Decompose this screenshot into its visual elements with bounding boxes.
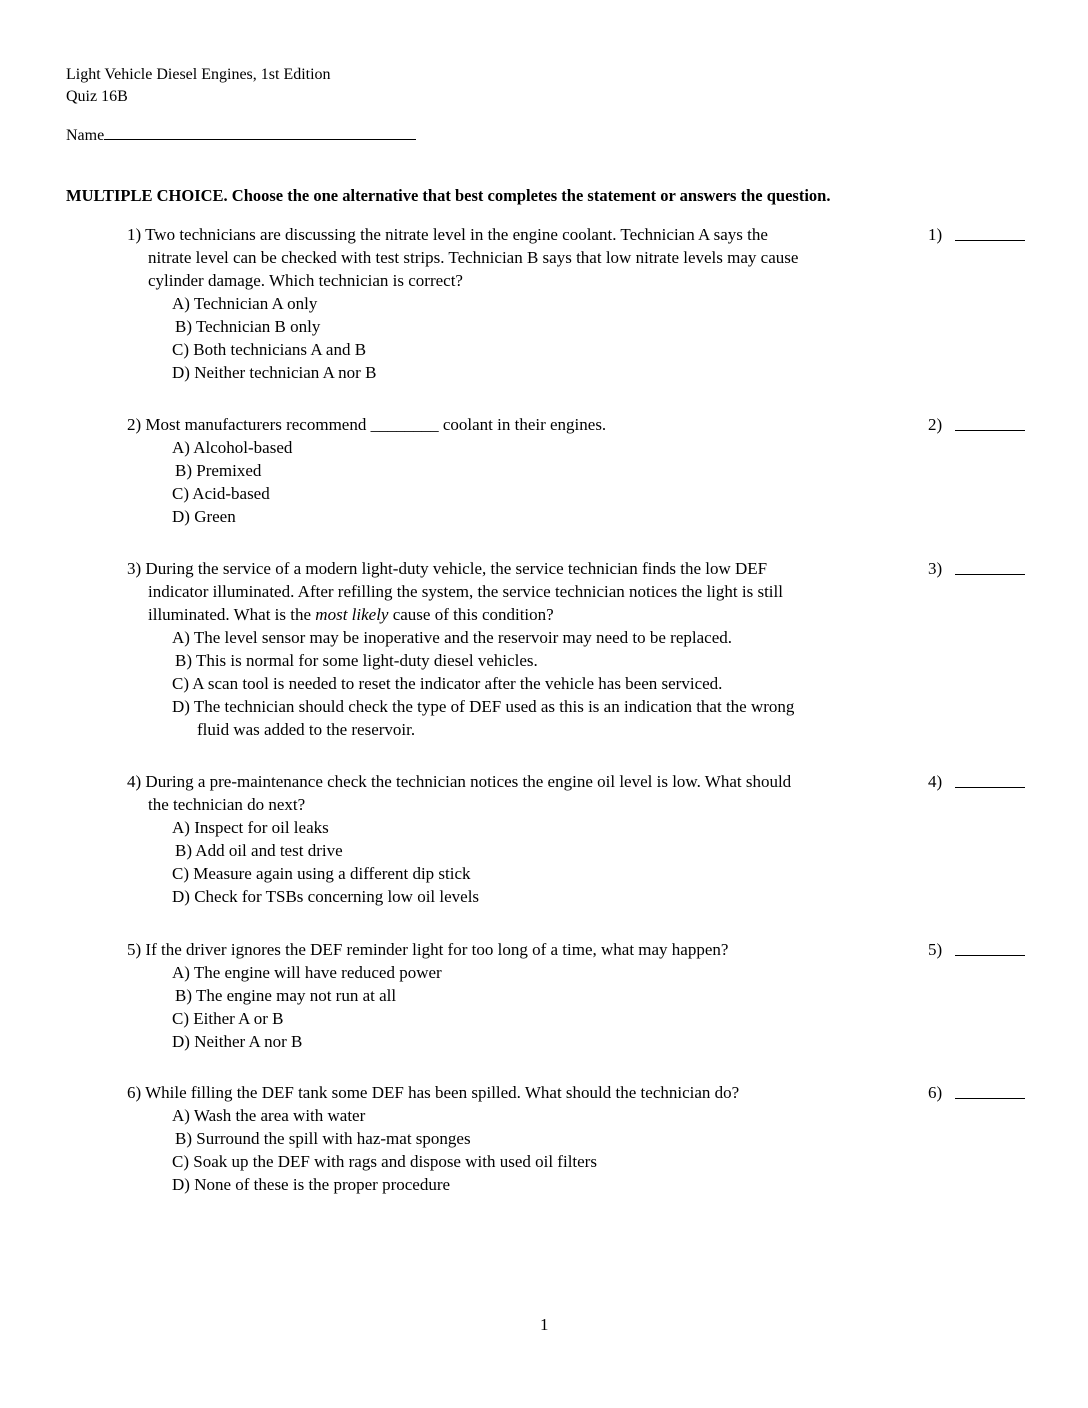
option-c: C) A scan tool is needed to reset the indicator after the vehicle has been serviced. [172, 674, 723, 693]
option-a: A) Wash the area with water [172, 1106, 366, 1125]
question-text: 2) Most manufacturers recommend ________ coolant in their engines. [127, 415, 607, 434]
option-a: A) Inspect for oil leaks [172, 818, 329, 837]
answer-blank[interactable] [955, 574, 1025, 575]
question-3 [127, 557, 1087, 741]
question-5 [127, 938, 1087, 1053]
instructions: MULTIPLE CHOICE. Choose the one alternative that best completes the statement or answers the question. [66, 186, 831, 205]
option-c: C) Both technicians A and B [172, 340, 367, 359]
question-text: 1) Two technicians are discussing the nitrate level in the engine coolant. Technician A says the [127, 225, 768, 244]
answer-blank[interactable] [955, 240, 1025, 241]
text-part: illuminated. What is the [148, 605, 316, 624]
question-text: indicator illuminated. After refilling the system, the service technician notices the light is still [148, 582, 783, 601]
option-c: C) Measure again using a different dip stick [172, 864, 471, 883]
option-c: C) Either A or B [172, 1009, 284, 1028]
option-a: A) Alcohol-based [172, 438, 293, 457]
option-a: A) The engine will have reduced power [172, 963, 442, 982]
question-4 [127, 770, 1087, 908]
question-text: 4) During a pre-maintenance check the technician notices the engine oil level is low. What should [127, 772, 792, 791]
option-d: D) Check for TSBs concerning low oil levels [172, 887, 480, 906]
question-text [127, 603, 1087, 626]
answer-number: 4) [928, 772, 943, 791]
name-field[interactable] [66, 125, 416, 145]
answer-blank[interactable] [955, 787, 1025, 788]
option-d: D) Green [172, 507, 236, 526]
question-1 [127, 223, 1087, 384]
page-number: 1 [540, 1315, 549, 1334]
answer-blank[interactable] [955, 955, 1025, 956]
option-d-continued: fluid was added to the reservoir. [197, 720, 416, 739]
answer-number: 1) [928, 225, 943, 244]
question-6 [127, 1081, 1087, 1196]
option-d: D) None of these is the proper procedure [172, 1175, 451, 1194]
option-d: D) Neither A nor B [172, 1032, 303, 1051]
question-text: 6) While filling the DEF tank some DEF has been spilled. What should the technician do? [127, 1083, 740, 1102]
answer-blank[interactable] [955, 430, 1025, 431]
text-part: cause of this condition? [388, 605, 554, 624]
question-2 [127, 413, 1087, 528]
option-a: A) Technician A only [172, 294, 318, 313]
quiz-title: Quiz 16B [66, 88, 128, 105]
question-text: 5) If the driver ignores the DEF reminder light for too long of a time, what may happen? [127, 940, 729, 959]
question-text: the technician do next? [148, 795, 306, 814]
answer-number: 3) [928, 559, 943, 578]
option-b: B) Surround the spill with haz-mat sponges [175, 1129, 471, 1148]
answer-number: 2) [928, 415, 943, 434]
option-b: B) Premixed [175, 461, 262, 480]
option-d: D) The technician should check the type of DEF used as this is an indication that the wrong [172, 697, 795, 716]
option-b: B) Technician B only [175, 317, 321, 336]
answer-number: 6) [928, 1083, 943, 1102]
option-b: B) The engine may not run at all [175, 986, 397, 1005]
name-label: Name [66, 127, 105, 144]
answer-blank[interactable] [955, 1098, 1025, 1099]
option-d: D) Neither technician A nor B [172, 363, 377, 382]
question-text: cylinder damage. Which technician is correct? [148, 271, 463, 290]
option-a: A) The level sensor may be inoperative and the reservoir may need to be replaced. [172, 628, 732, 647]
option-b: B) Add oil and test drive [175, 841, 343, 860]
question-text: nitrate level can be checked with test strips. Technician B says that low nitrate levels may cause [148, 248, 799, 267]
option-c: C) Acid-based [172, 484, 270, 503]
question-text: 3) During the service of a modern light-duty vehicle, the service technician finds the low DEF [127, 559, 768, 578]
option-c: C) Soak up the DEF with rags and dispose with used oil filters [172, 1152, 597, 1171]
option-b: B) This is normal for some light-duty diesel vehicles. [175, 651, 538, 670]
book-title: Light Vehicle Diesel Engines, 1st Edition [66, 66, 331, 83]
answer-number: 5) [928, 940, 943, 959]
name-blank[interactable] [104, 125, 416, 140]
emphasis-text: most likely [315, 605, 389, 624]
